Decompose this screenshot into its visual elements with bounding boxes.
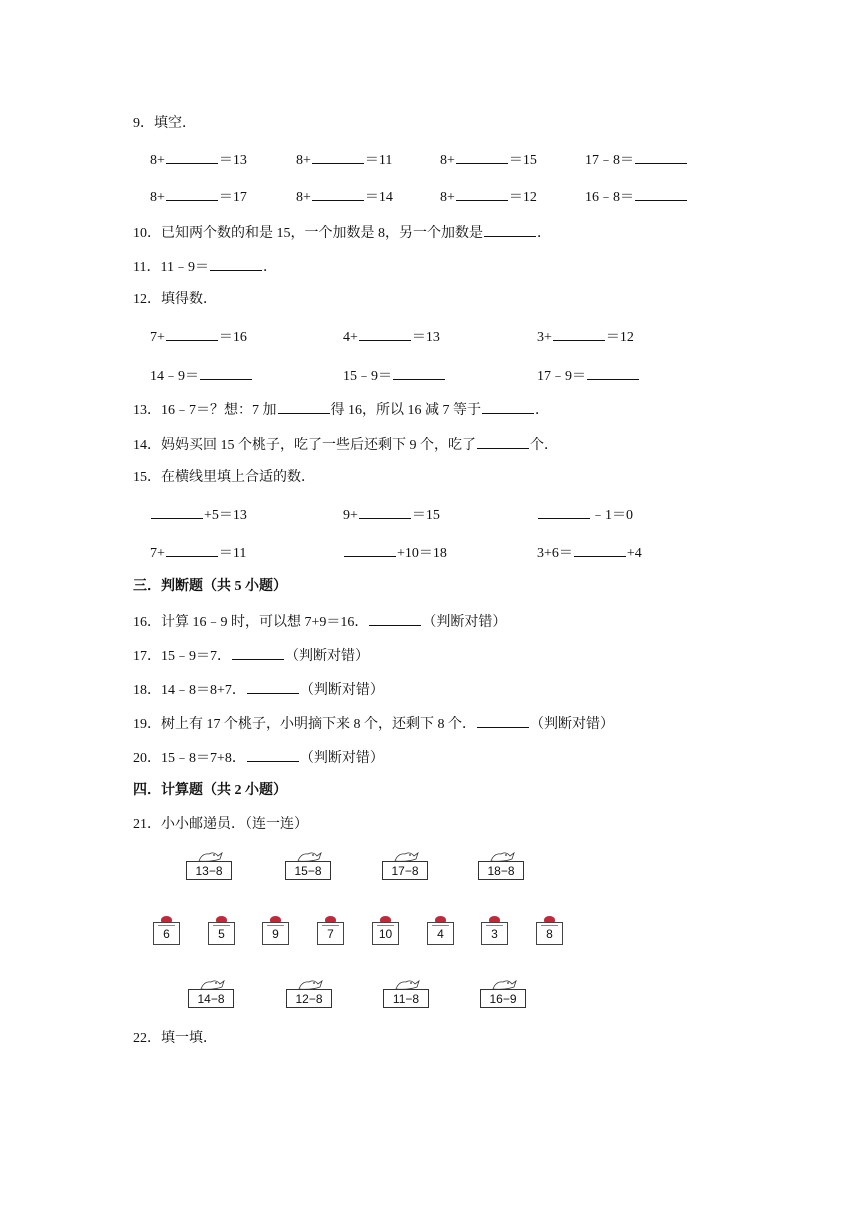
q9-item [440, 187, 537, 207]
item-suffix: ＝11 [364, 153, 393, 168]
answer-blank[interactable] [166, 187, 218, 201]
section-heading-judge: 三．判断题（共 5 小题） [133, 579, 287, 594]
item-suffix: ＝12 [605, 330, 634, 345]
q12-item [537, 327, 634, 347]
q14-end: 个． [530, 438, 558, 453]
judge-item [133, 748, 384, 768]
mailbox-number: 7 [317, 922, 344, 945]
q9-item [296, 187, 393, 207]
item-prefix: 8+ [296, 190, 311, 205]
answer-blank[interactable] [232, 646, 284, 660]
judge-text: 17．15﹣9＝7． [133, 649, 231, 664]
q12-item [343, 366, 446, 386]
q15-item [150, 543, 246, 563]
bird-card[interactable] [188, 978, 236, 1010]
q12-title: 12．填得数． [133, 292, 217, 307]
mailbox-number: 9 [262, 922, 289, 945]
mailbox-number: 8 [536, 922, 563, 945]
q15-item [537, 543, 642, 563]
item-suffix: ＝11 [218, 546, 247, 561]
answer-blank[interactable] [553, 327, 605, 341]
judge-item [133, 646, 369, 666]
item-suffix: ＝17 [218, 190, 247, 205]
card-label: 14−8 [188, 989, 234, 1008]
q15-item [150, 505, 247, 525]
q12-item [150, 327, 247, 347]
q13-end: ． [535, 403, 549, 418]
q9-item [150, 187, 247, 207]
q9-item [585, 150, 688, 170]
q10-text: 10．已知两个数的和是 15，一个加数是 8，另一个加数是 [133, 226, 483, 241]
q10 [133, 223, 551, 243]
judge-text: 16．计算 16﹣9 时，可以想 7+9＝16． [133, 615, 369, 630]
q9-title: 9．填空． [133, 116, 196, 131]
mailbox[interactable] [536, 916, 563, 946]
bird-card[interactable] [478, 850, 526, 882]
item-prefix: 9+ [343, 508, 358, 523]
bird-card[interactable] [285, 850, 333, 882]
q11 [133, 257, 277, 277]
judge-note: （判断对错） [299, 683, 384, 698]
item-prefix: 8+ [296, 153, 311, 168]
judge-text: 18．14﹣8＝8+7． [133, 683, 246, 698]
item-prefix: 7+ [150, 546, 165, 561]
judge-item [133, 714, 614, 734]
item-prefix: 8+ [150, 190, 165, 205]
answer-blank[interactable] [635, 150, 687, 164]
item-prefix: 3+ [537, 330, 552, 345]
q13 [133, 400, 549, 420]
q15-item [343, 543, 447, 563]
answer-blank[interactable] [278, 400, 330, 414]
q14 [133, 435, 558, 455]
card-label: 18−8 [478, 861, 524, 880]
item-prefix: 3+6＝ [537, 546, 573, 561]
card-label: 11−8 [383, 989, 429, 1008]
mailbox[interactable] [317, 916, 344, 946]
answer-blank[interactable] [247, 748, 299, 762]
item-prefix: 4+ [343, 330, 358, 345]
answer-blank[interactable] [587, 366, 639, 380]
item-suffix: +5＝13 [204, 508, 247, 523]
bird-card[interactable] [286, 978, 334, 1010]
bird-card[interactable] [480, 978, 528, 1010]
q15-item [343, 505, 440, 525]
item-prefix: 17﹣9＝ [537, 369, 586, 384]
q9-item [150, 150, 247, 170]
judge-note: （判断对错） [285, 649, 369, 664]
judge-note: （判断对错） [530, 717, 614, 732]
answer-blank[interactable] [210, 257, 262, 271]
answer-blank[interactable] [369, 612, 421, 626]
item-prefix: 8+ [440, 190, 455, 205]
answer-blank[interactable] [456, 150, 508, 164]
q9-item [440, 150, 537, 170]
item-prefix: 15﹣9＝ [343, 369, 392, 384]
q12-item [343, 327, 440, 347]
answer-blank[interactable] [166, 327, 218, 341]
q15-title: 15．在横线里填上合适的数． [133, 470, 315, 485]
answer-blank[interactable] [635, 187, 687, 201]
item-suffix: ＝15 [411, 508, 440, 523]
mailbox-number: 4 [427, 922, 454, 945]
q9-item [585, 187, 688, 207]
answer-blank[interactable] [344, 543, 396, 557]
q13-text-b: 得 16，所以 16 减 7 等于 [330, 403, 481, 418]
answer-blank[interactable] [166, 150, 218, 164]
q12-item [150, 366, 253, 386]
judge-text: 20．15﹣8＝7+8． [133, 751, 246, 766]
mailbox[interactable] [481, 916, 508, 946]
mail-matching-figure [148, 842, 568, 1018]
mailbox[interactable] [208, 916, 235, 946]
q11-text: 11．11﹣9＝ [133, 260, 209, 275]
item-prefix: 14﹣9＝ [150, 369, 199, 384]
q14-text: 14．妈妈买回 15 个桃子，吃了一些后还剩下 9 个，吃了 [133, 438, 476, 453]
answer-blank[interactable] [477, 714, 529, 728]
answer-blank[interactable] [359, 505, 411, 519]
item-prefix: 8+ [440, 153, 455, 168]
q12-item [537, 366, 640, 386]
card-label: 15−8 [285, 861, 331, 880]
q9-item [296, 150, 392, 170]
item-prefix: 17﹣8＝ [585, 153, 634, 168]
item-suffix: ﹣1＝0 [591, 508, 633, 523]
answer-blank[interactable] [574, 543, 626, 557]
answer-blank[interactable] [484, 223, 536, 237]
item-prefix: 8+ [150, 153, 165, 168]
judge-note: （判断对错） [299, 751, 384, 766]
item-suffix: +4 [626, 546, 642, 561]
mailbox[interactable] [427, 916, 454, 946]
card-label: 17−8 [382, 861, 428, 880]
answer-blank[interactable] [151, 505, 203, 519]
answer-blank[interactable] [456, 187, 508, 201]
judge-text: 19．树上有 17 个桃子，小明摘下来 8 个，还剩下 8 个． [133, 717, 476, 732]
q10-end: ． [537, 226, 551, 241]
answer-blank[interactable] [538, 505, 590, 519]
judge-item [133, 612, 506, 632]
item-suffix: ＝15 [508, 153, 537, 168]
mailbox-number: 3 [481, 922, 508, 945]
item-suffix: +10＝18 [397, 546, 447, 561]
answer-blank[interactable] [359, 327, 411, 341]
mailbox-number: 6 [153, 922, 180, 945]
answer-blank[interactable] [482, 400, 534, 414]
card-label: 12−8 [286, 989, 332, 1008]
item-prefix: 16﹣8＝ [585, 190, 634, 205]
q21-title: 21．小小邮递员．（连一连） [133, 817, 308, 832]
answer-blank[interactable] [393, 366, 445, 380]
answer-blank[interactable] [200, 366, 252, 380]
judge-item [133, 680, 384, 700]
card-label: 13−8 [186, 861, 232, 880]
q13-text-a: 13．16﹣7＝？想：7 加 [133, 403, 277, 418]
answer-blank[interactable] [166, 543, 218, 557]
mailbox[interactable] [372, 916, 399, 946]
mailbox[interactable] [262, 916, 289, 946]
item-suffix: ＝16 [218, 330, 247, 345]
section-heading-calc: 四．计算题（共 2 小题） [133, 783, 287, 798]
mailbox-number: 10 [372, 922, 399, 945]
item-suffix: ＝12 [508, 190, 537, 205]
answer-blank[interactable] [312, 187, 364, 201]
judge-note: （判断对错） [422, 615, 507, 630]
q11-end: ． [262, 260, 277, 275]
mailbox[interactable] [153, 916, 180, 946]
q15-item [537, 505, 633, 525]
mailbox-number: 5 [208, 922, 235, 945]
item-suffix: ＝14 [364, 190, 393, 205]
answer-blank[interactable] [477, 435, 529, 449]
bird-card[interactable] [186, 850, 234, 882]
bird-card[interactable] [382, 850, 430, 882]
answer-blank[interactable] [247, 680, 299, 694]
item-suffix: ＝13 [218, 153, 247, 168]
item-suffix: ＝13 [411, 330, 440, 345]
item-prefix: 7+ [150, 330, 165, 345]
q22-title: 22．填一填． [133, 1031, 217, 1046]
bird-card[interactable] [383, 978, 431, 1010]
card-label: 16−9 [480, 989, 526, 1008]
answer-blank[interactable] [312, 150, 364, 164]
